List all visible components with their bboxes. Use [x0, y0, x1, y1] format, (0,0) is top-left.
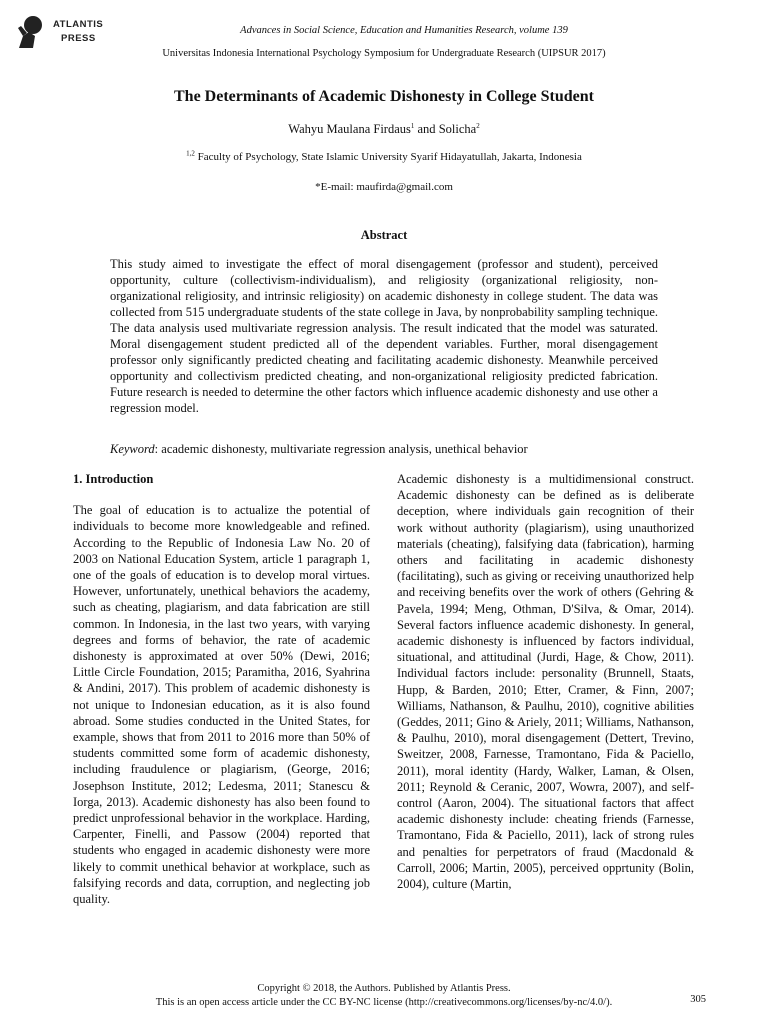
author-email: *E-mail: maufirda@gmail.com	[315, 181, 453, 193]
paper-title: The Determinants of Academic Dishonesty in College Student	[174, 88, 594, 105]
logo-text-press: PRESS	[61, 33, 96, 44]
author-line	[0, 122, 768, 137]
introduction-heading: 1. Introduction	[73, 472, 154, 486]
copyright-notice: Copyright © 2018, the Authors. Published by Atlantis Press.	[257, 983, 511, 994]
symposium-header: Universitas Indonesia International Psychology Symposium for Undergraduate Research (UIPSUR 2017)	[162, 48, 606, 59]
keyword-text: : academic dishonesty, multivariate regression analysis, unethical behavior	[154, 442, 528, 456]
introduction-paragraph-right: Academic dishonesty is a multidimensional construct. Academic dishonesty can be defined as is deliberate deception, where individuals gain recognition of their work without authority (plagiarism), using unauthorized materials (cheating), falsifying data (fabrication), harming others and facilitating in academic dishonesty (facilitating), such as giving or receiving unauthorized help and receiving benefits over the work of others (Gehring & Pavela, 1994; Meng, Othman, D'Silva, & Omar, 2014). Several factors influence academic dishonesty. In general, academic dishonesty is influenced by factors individual, situational, and attitudinal (Jurdi, Hage, & Chow, 2011). Individual factors include: personality (Brunnell, Staats, Hupp, & Barden, 2010; Etter, Cramer, & Finn, 2007; Williams, Nathanson, & Paulhu, 2010), cognitive abilities (Geddes, 2011; Gino & Ariely, 2011; Williams, Nathanson, & Paulhu, 2010), moral disengagement (Dettert, Trevino, Sweitzer, 2008, Farnesse, Tramontano, Fida & Paciello, 2011), moral identity (Hardy, Walker, Laman, & Olsen, 2011; Reynold & Ceranic, 2007, Wowra, 2007), and self-control (Aaron, 2004). The situational factors that affect academic dishonesty include: cheating friends (Farnesse, Tramontano, Fida & Paciello, 2011), lack of strong rules and penalties for perpetrators of fraud (Macdonald & Carroll, 2006; Martin, 2005), perceived opprtunity (Bolin, 2004), culture (Martin,	[397, 472, 694, 892]
affiliation	[0, 151, 768, 163]
page-number: 305	[690, 994, 706, 1005]
abstract-heading: Abstract	[360, 228, 408, 242]
author-2: Solicha	[438, 122, 477, 136]
license-notice: This is an open access article under the CC BY-NC license (http://creativecommons.org/licenses/by-nc/4.0/).	[155, 997, 613, 1008]
keywords	[110, 442, 658, 457]
right-column	[397, 471, 694, 892]
introduction-paragraph-left: The goal of education is to actualize the potential of individuals to become more knowledgeable and refined. According to the Republic of Indonesia Law No. 20 of 2003 on National Education System, article 1 paragraph 1, one of the goals of education is to develop moral virtues. However, unfortunately, unethical behaviors the academy, such as cheating, plagiarism, and data fabrication are still common. In Indonesia, in the last two years, with varying degrees and forms of behavior, the rate of academic dishonesty is approximated at over 50% (Dewi, 2016; Little Circle Foundation, 2015; Paramitha, 2016, Syahrina & Andini, 2017). This problem of academic dishonesty is not unique to Indonesian education, as it is also found abroad. Some studies conducted in the United States, for example, shows that from 2011 to 2016 more than 50% of students committed some form of academic dishonesty, including fraudulence or plagiarism, (George, 2016; Josephson Institute, 2012; Ledesma, 2011; Stanescu & Iorga, 2013). Academic dishonesty has also been found to predict unprofessional behavior in the workplace. Harding, Carpenter, Finelli, and Passow (2004) reported that students who engaged in academic dishonesty were more likely to commit unethical behavior at workplace, such as falsifying records and data, corruption, and neglecting job quality.	[73, 503, 370, 907]
author-and: and	[414, 122, 439, 136]
left-column	[73, 471, 370, 907]
affiliation-sup: 1,2	[186, 149, 195, 158]
journal-header: Advances in Social Science, Education and Humanities Research, volume 139	[240, 25, 568, 36]
author-1: Wahyu Maulana Firdaus	[288, 122, 411, 136]
affiliation-text: Faculty of Psychology, State Islamic University Syarif Hidayatullah, Jakarta, Indonesia	[194, 151, 582, 163]
abstract-text: This study aimed to investigate the effect of moral disengagement (professor and student), perceived opportunity, culture (collectivism-individualism), and religiosity (organizational religiosity, non-organizational religiosity, and intrinsic religiosity) on academic dishonesty in college student. The data was collected from 515 undergraduate students of the state college in Java, by nonprobability sampling technique. The data analysis used multivariate regression analysis. The result indicated that the model was saturated. Moral disengagement student predicted all of the dependent variables. Further, moral disengagement professor only significantly predicted cheating and facilitating academic dishonesty. Meanwhile perceived opportunity and collectivism predicted cheating, and non-organizational religiosity predicted fabrication. Future research is needed to determine the other factors which influence academic dishonesty and use other a regression model.	[110, 257, 658, 415]
author-2-sup: 2	[476, 121, 480, 130]
author-1-sup: 1	[410, 121, 415, 130]
keyword-label: Keyword	[110, 442, 155, 456]
logo-text-atlantis: ATLANTIS	[53, 19, 104, 30]
atlas-figure-icon	[13, 14, 49, 50]
